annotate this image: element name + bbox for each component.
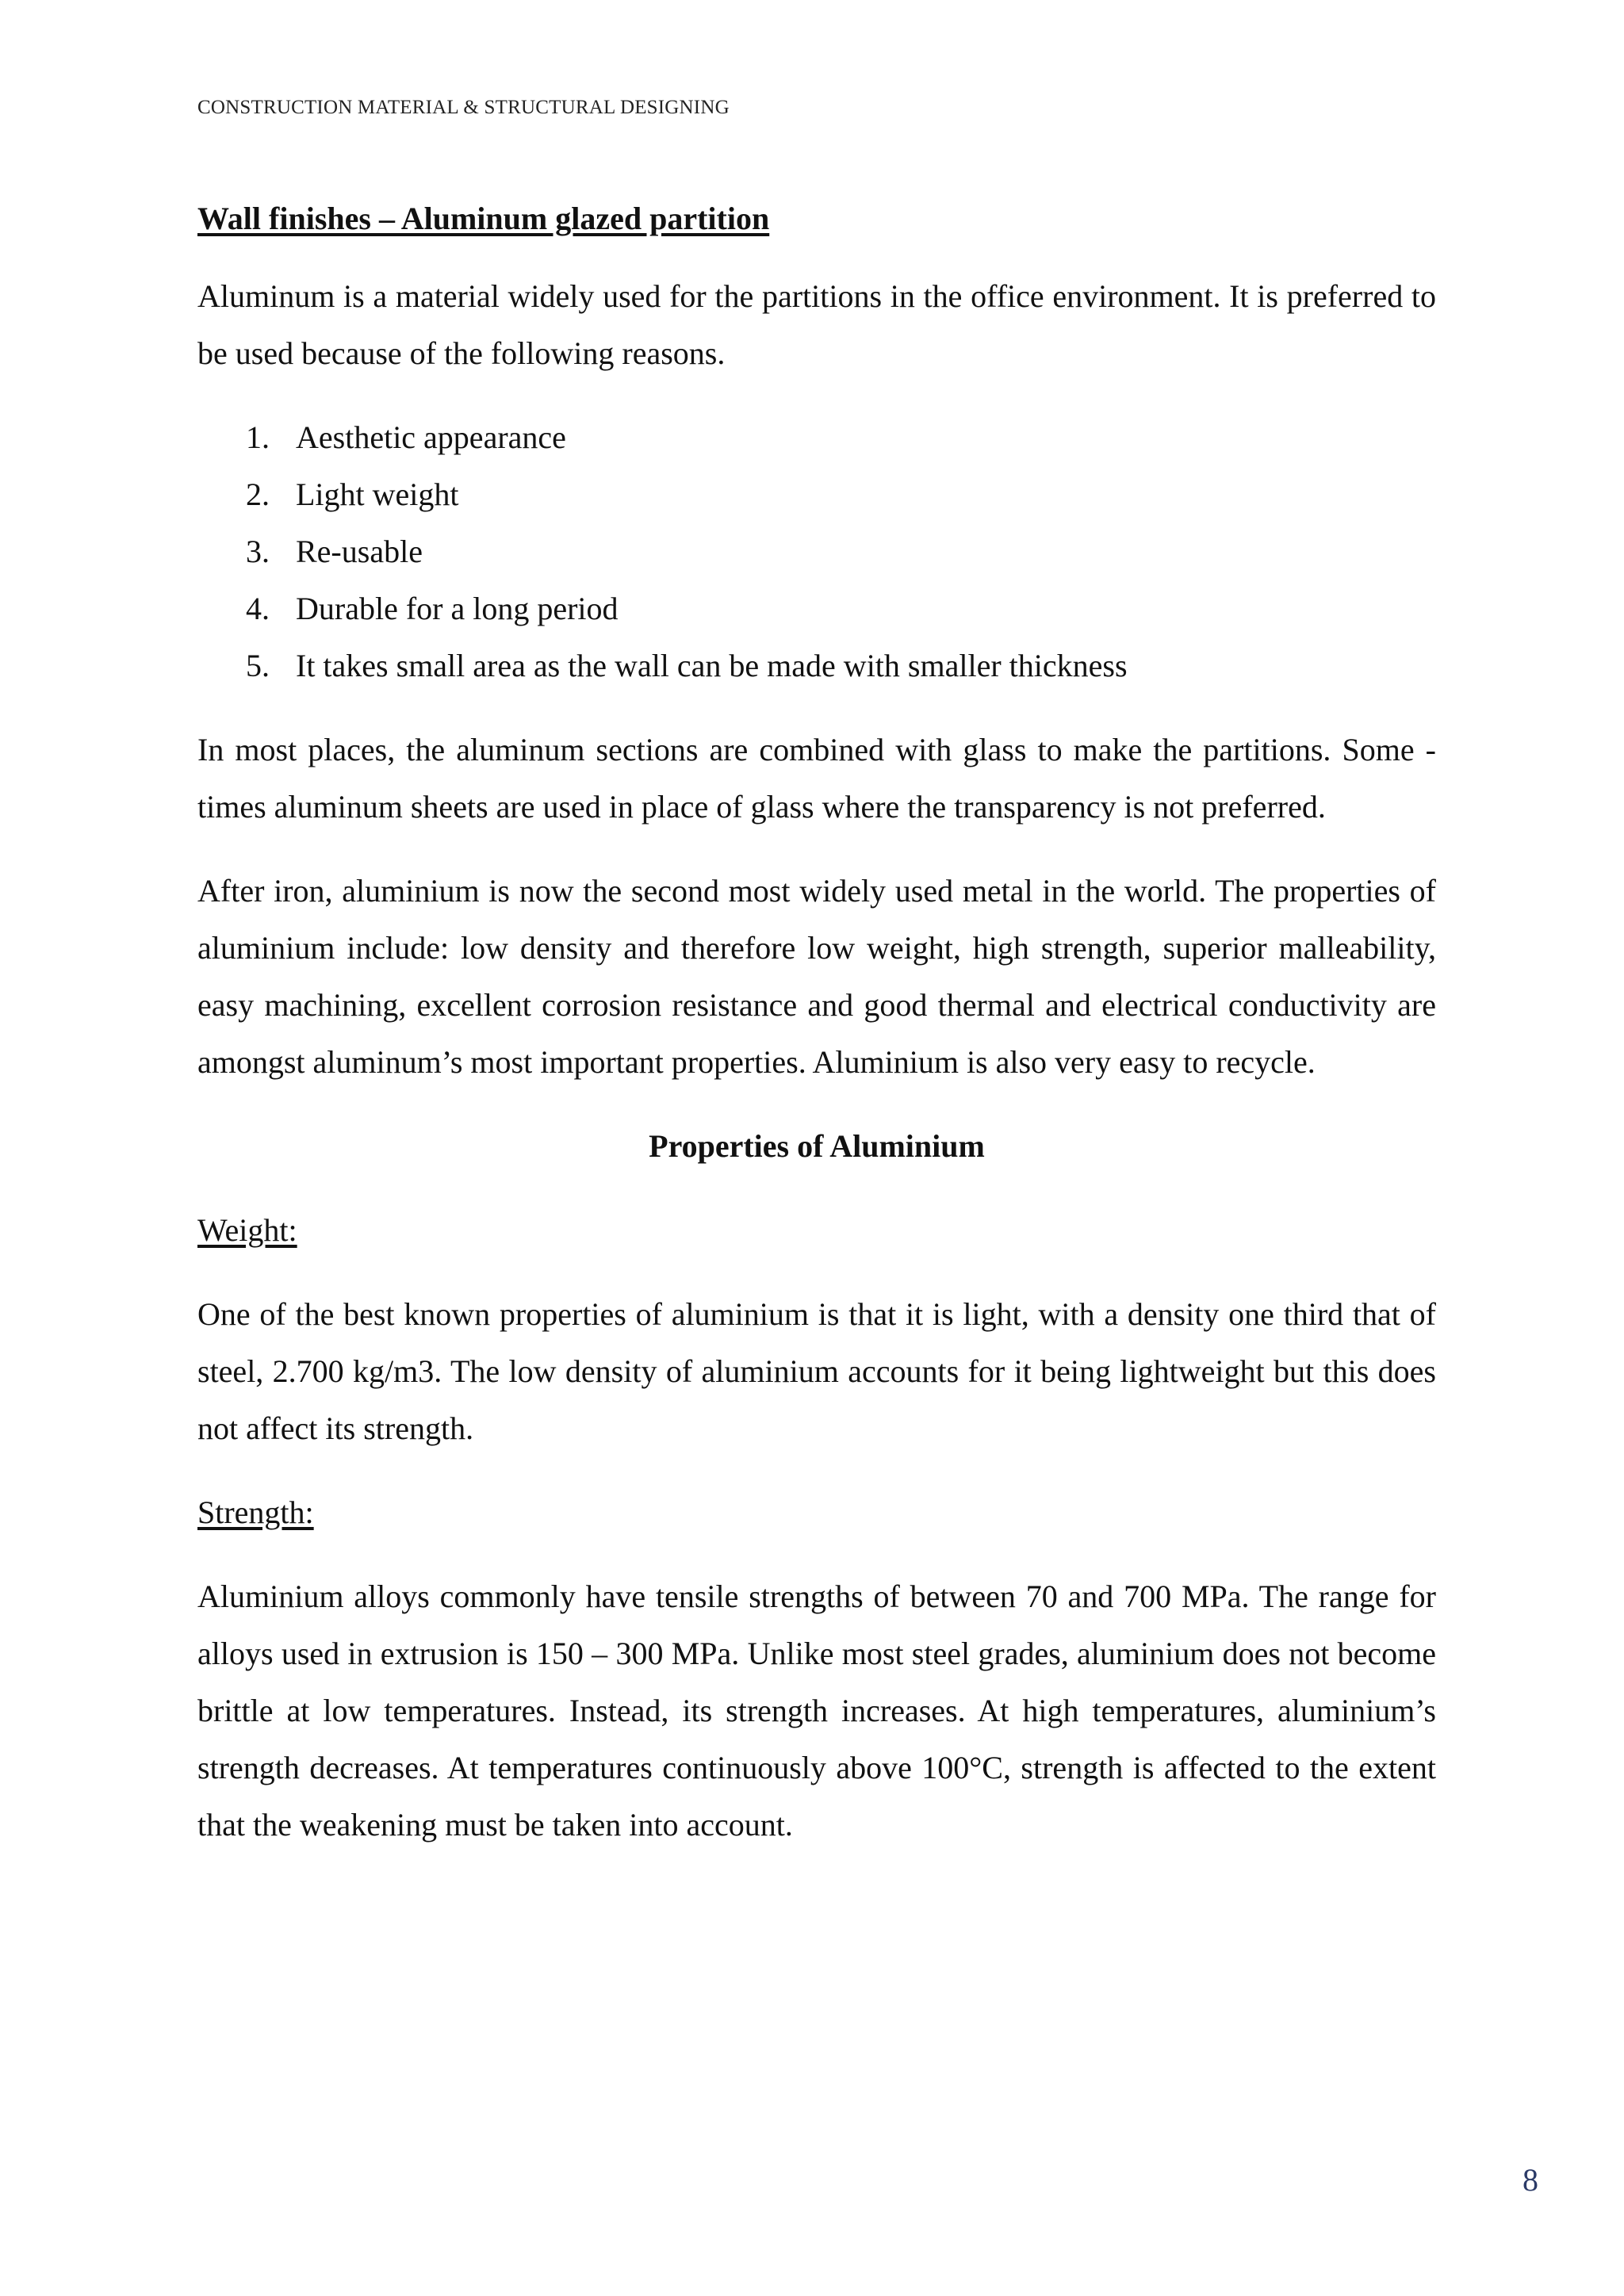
iron-paragraph: After iron, aluminium is now the second most widely used metal in the world. The properties of aluminium include: low density and therefore low weight, high strength, superior malleability, easy machining, excellent corrosion resistance and good thermal and electrical conductivity are amongst aluminum’s most important properties. Aluminium is also very easy to recycle. [197,873,1436,1080]
page-number: 8 [1522,2162,1538,2198]
properties-heading: Properties of Aluminium [649,1128,985,1164]
list-item [197,580,1436,637]
list-number: 2. [246,476,270,512]
list-item-text: Durable for a long period [296,591,619,626]
strength-paragraph: Aluminium alloys commonly have tensile strengths of between 70 and 700 MPa. The range for alloys used in extrusion is 150 – 300 MPa. Unlike most steel grades, aluminium does not become brittle at low temperatures. Instead, its strength increases. At high temperatures, aluminium’s strength decreases. At temperatures continuously above 100°C, strength is affected to the extent that the weakening must be taken into account. [197,1578,1436,1843]
page-content [197,197,1436,1881]
list-item-text: Re-usable [296,534,423,569]
running-header: CONSTRUCTION MATERIAL & STRUCTURAL DESIGNING [197,97,730,118]
weight-subheading: Weight: [197,1212,297,1248]
list-number: 1. [246,419,270,455]
list-item [197,466,1436,523]
reasons-list [197,409,1436,695]
weight-paragraph: One of the best known properties of aluminium is that it is light, with a density one third that of steel, 2.700 kg/m3. The low density of aluminium accounts for it being lightweight but this does not affect its strength. [197,1296,1436,1446]
strength-subheading: Strength: [197,1494,314,1530]
list-number: 3. [246,534,270,569]
list-number: 4. [246,591,270,626]
list-item-text: Aesthetic appearance [296,419,566,455]
list-number: 5. [246,648,270,683]
list-item [197,637,1436,695]
list-item [197,409,1436,466]
section-title: Wall finishes – Aluminum glazed partition [197,201,770,236]
glass-paragraph: In most places, the aluminum sections are combined with glass to make the partitions. Some - times aluminum sheets are used in place of glass where the transparency is not preferred. [197,732,1436,825]
list-item-text: Light weight [296,476,459,512]
list-item-text: It takes small area as the wall can be made with smaller thickness [296,648,1128,683]
intro-paragraph: Aluminum is a material widely used for the partitions in the office environment. It is preferred to be used because of the following reasons. [197,278,1436,371]
list-item [197,523,1436,580]
